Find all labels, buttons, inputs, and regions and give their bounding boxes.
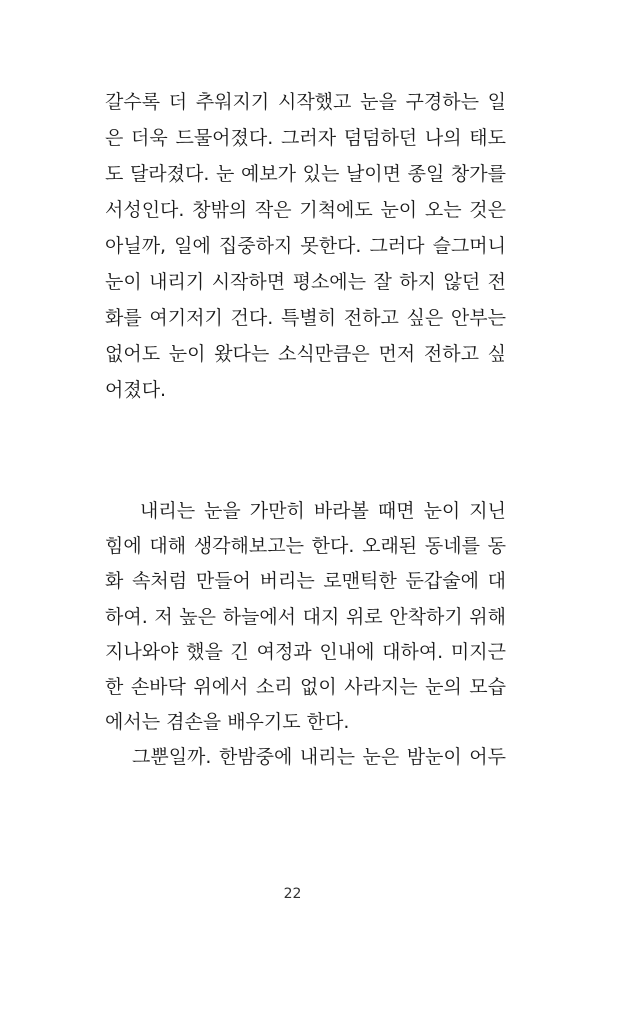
text-line: 없어도 눈이 왔다는 소식만큼은 먼저 전하고 싶 [105,343,506,365]
text-line: 도 달라졌다. 눈 예보가 있는 날이면 종일 창가를 [105,163,506,185]
text-line: 눈이 내리기 시작하면 평소에는 잘 하지 않던 전 [105,271,506,293]
text-line: 갈수록 더 추워지기 시작했고 눈을 구경하는 일 [105,91,506,113]
text-line: 화 속처럼 만들어 버리는 로맨틱한 둔갑술에 대 [105,570,506,593]
text-line: 그뿐일까. 한밤중에 내리는 눈은 밤눈이 어두 [132,746,506,769]
text-line: 은 더욱 드물어졌다. 그러자 덤덤하던 나의 태도 [105,127,506,149]
text-line: 힘에 대해 생각해보고는 한다. 오래된 동네를 동 [105,535,506,558]
text-line: 서성인다. 창밖의 작은 기척에도 눈이 오는 것은 [105,199,506,221]
paragraph-2 [105,494,506,776]
page-number: 22 [283,886,302,902]
text-line: 하여. 저 높은 하늘에서 대지 위로 안착하기 위해 [105,605,506,628]
text-line: 화를 여기저기 건다. 특별히 전하고 싶은 안부는 [105,307,506,329]
text-line: 에서는 겸손을 배우기도 한다. [105,711,350,734]
text-line: 지나와야 했을 긴 여정과 인내에 대하여. 미지근 [105,640,506,663]
text-line: 아닐까, 일에 집중하지 못한다. 그러다 슬그머니 [105,235,506,257]
text-line: 어졌다. [105,379,167,401]
paragraph-1 [105,84,506,408]
text-line: 한 손바닥 위에서 소리 없이 사라지는 눈의 모습 [105,675,506,698]
text-line: 내리는 눈을 가만히 바라볼 때면 눈이 지닌 [140,500,506,522]
